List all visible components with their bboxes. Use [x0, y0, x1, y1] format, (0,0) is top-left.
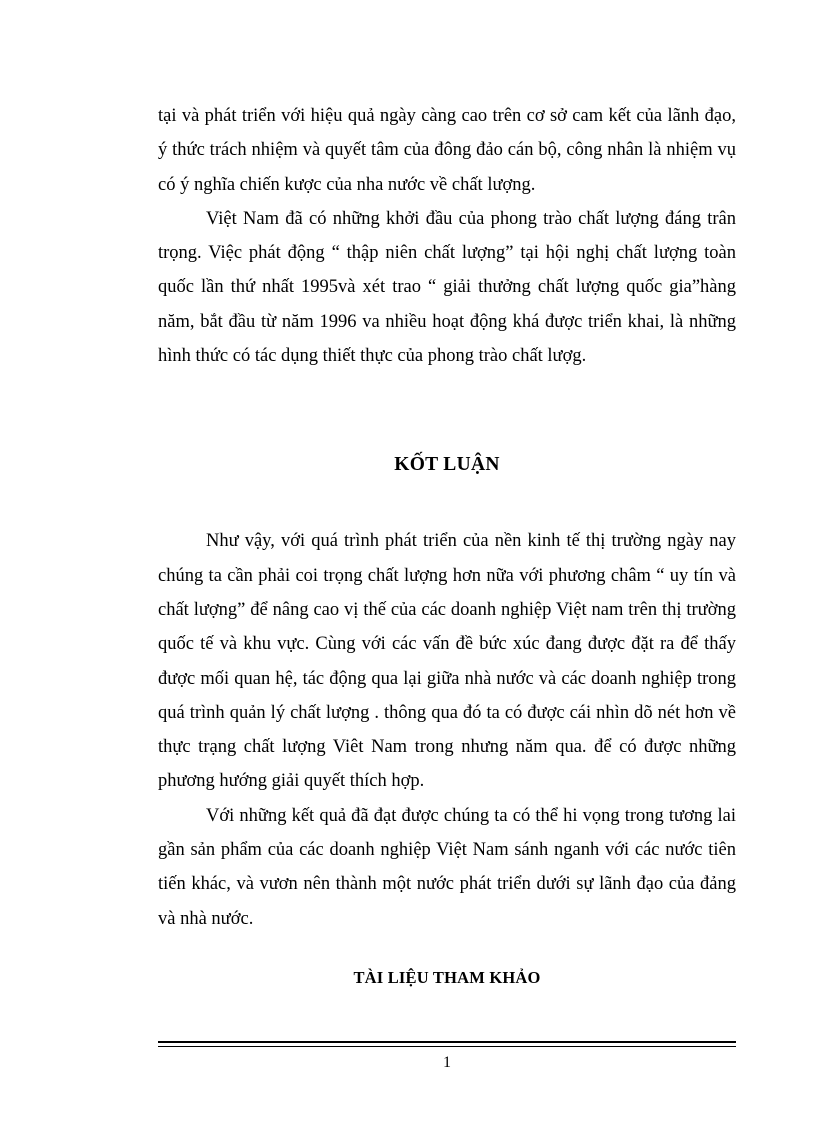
conclusion-paragraph-1: Như vậy, với quá trình phát triển của nền kinh tế thị trường ngày nay chúng ta cần phải coi trọng chất lượng hơn nữa với phương châm “ uy tín và chất lượng” để nâng cao vị thế của các doanh nghiệp Việt nam trên thị trường quốc tế và khu vực. Cùng với các vấn đề bức xúc đang được đặt ra để thấy được mối quan hệ, tác động qua lại giữa nhà nước và các doanh nghiệp trong quá trình quản lý chất lượng . thông qua đó ta có được cái nhìn dõ nét hơn về thực trạng chất lượng Viêt Nam trong nhưng năm qua. để có được những phương hướng giải quyết thích hợp.: [158, 531, 736, 792]
conclusion-heading: KỐT LUẬN: [394, 454, 500, 476]
page-body: [158, 99, 736, 988]
body-paragraph-quality-movement: Việt Nam đã có những khởi đầu của phong trào chất lượng đáng trân trọng. Việc phát động “ thập niên chất lượng” tại hội nghị chất lượng toàn quốc lần thứ nhất 1995và xét trao “ giải thưởng chất lượng quốc gia”hàng năm, bắt đầu từ năm 1996 va nhiều hoạt động khá được triển khai, là những hình thức có tác dụng thiết thực của phong trào chất lượg.: [158, 208, 736, 367]
footer-double-rule: [158, 1041, 736, 1047]
body-paragraph-continuation: tại và phát triển với hiệu quả ngày càng cao trên cơ sở cam kết của lãnh đạo, ý thức trách nhiệm và quyết tâm của đông đảo cán bộ, công nhân là nhiệm vụ có ý nghĩa chiến kược của nha nước về chất lượng.: [158, 106, 736, 195]
page-number: 1: [443, 1054, 451, 1071]
conclusion-paragraph-2: Với những kết quả đã đạt được chúng ta có thể hi vọng trong tương lai gần sản phẩm của các doanh nghiệp Việt Nam sánh nganh với các nước tiên tiến khác, và vươn nên thành một nước phát triển dưới sự lãnh đạo của đảng và nhà nước.: [158, 805, 736, 929]
references-heading: TÀI LIỆU THAM KHẢO: [353, 967, 541, 987]
